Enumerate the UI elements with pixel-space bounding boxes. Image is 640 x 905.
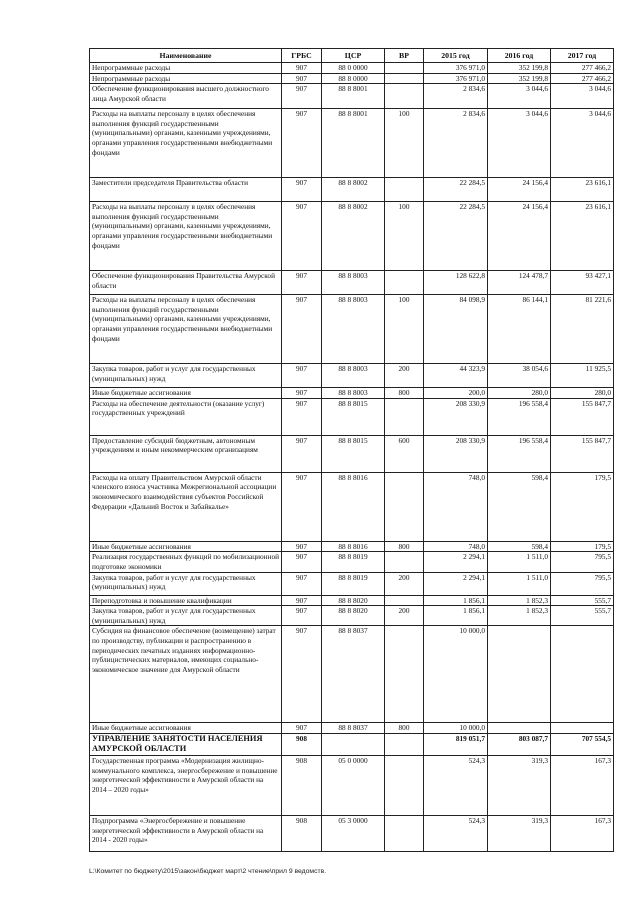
- row-value-2017: 93 427,1: [551, 271, 614, 295]
- row-vr: [385, 755, 424, 815]
- row-value-2016: 124 478,7: [488, 271, 551, 295]
- table-row: [90, 755, 614, 815]
- row-vr: 800: [385, 541, 424, 552]
- row-vr: 600: [385, 435, 424, 472]
- row-name: Обеспечение функционирования высшего должностного лица Амурской области: [90, 84, 282, 109]
- table-row: [90, 73, 614, 84]
- row-grbs: 907: [282, 202, 322, 271]
- row-value-2015: 1 856,1: [424, 606, 488, 626]
- table-row: [90, 541, 614, 552]
- row-value-2017: 155 847,7: [551, 435, 614, 472]
- row-name: Непрограммные расходы: [90, 63, 282, 74]
- row-value-2015: 22 284,5: [424, 202, 488, 271]
- row-name: Переподготовка и повышение квалификации: [90, 595, 282, 606]
- row-vr: [385, 472, 424, 541]
- row-value-2017: 280,0: [551, 388, 614, 399]
- row-csr: 88 8 8002: [322, 178, 385, 202]
- row-value-2016: 352 199,8: [488, 63, 551, 74]
- header-2015: 2015 год: [424, 49, 488, 63]
- table-row: [90, 388, 614, 399]
- row-value-2016: 1 511,0: [488, 572, 551, 595]
- row-name: Государственная программа «Модернизация жилищно-коммунального комплекса, энергосбережение и повышение энергетической эффективности в Амурской области на 2014 – 2020 годы»: [90, 755, 282, 815]
- row-csr: 88 8 8003: [322, 388, 385, 399]
- header-grbs: ГРБС: [282, 49, 322, 63]
- row-grbs: 908: [282, 733, 322, 755]
- row-name: Субсидия на финансовое обеспечение (возмещение) затрат по производству, публикации и распространению в периодических печатных изданиях информационно-публицистических материалов, имеющих социально-экономическое значение для Амурской области: [90, 626, 282, 723]
- table-body: [90, 63, 614, 852]
- row-value-2016: 24 156,4: [488, 202, 551, 271]
- row-csr: 88 8 8003: [322, 271, 385, 295]
- row-vr: 100: [385, 295, 424, 364]
- table-row: [90, 572, 614, 595]
- row-grbs: 907: [282, 84, 322, 109]
- row-csr: 88 8 8003: [322, 295, 385, 364]
- row-name: Расходы на выплаты персоналу в целях обеспечения выполнения функций государственными (муниципальными) органами, казенными учреждениями, органами управления государственными внебюджетными фондами: [90, 295, 282, 364]
- row-value-2017: 555,7: [551, 606, 614, 626]
- row-grbs: 907: [282, 109, 322, 178]
- row-grbs: 907: [282, 435, 322, 472]
- row-value-2017: 555,7: [551, 595, 614, 606]
- row-value-2015: 22 284,5: [424, 178, 488, 202]
- row-grbs: 907: [282, 472, 322, 541]
- row-value-2015: 1 856,1: [424, 595, 488, 606]
- row-value-2017: 795,5: [551, 552, 614, 572]
- table-row: [90, 626, 614, 723]
- row-grbs: 907: [282, 364, 322, 388]
- row-value-2016: [488, 723, 551, 734]
- table-row: [90, 435, 614, 472]
- row-value-2016: 598,4: [488, 472, 551, 541]
- row-name: Расходы на обеспечение деятельности (оказание услуг) государственных учреждений: [90, 398, 282, 435]
- row-value-2016: 803 087,7: [488, 733, 551, 755]
- table-header-row: [90, 49, 614, 63]
- row-value-2017: 179,5: [551, 541, 614, 552]
- header-vr: ВР: [385, 49, 424, 63]
- row-name: Предоставление субсидий бюджетным, автономным учреждениям и иным некоммерческим организациям: [90, 435, 282, 472]
- row-value-2016: 319,3: [488, 755, 551, 815]
- table-row: [90, 109, 614, 178]
- row-grbs: 907: [282, 398, 322, 435]
- row-value-2016: 1 852,3: [488, 606, 551, 626]
- row-value-2016: 280,0: [488, 388, 551, 399]
- row-value-2017: 23 616,1: [551, 178, 614, 202]
- row-csr: 88 8 8019: [322, 552, 385, 572]
- row-grbs: 907: [282, 271, 322, 295]
- row-csr: 05 3 0000: [322, 815, 385, 851]
- row-csr: 88 8 8016: [322, 472, 385, 541]
- row-value-2017: 3 044,6: [551, 109, 614, 178]
- table-row: [90, 733, 614, 755]
- row-name: Расходы на выплаты персоналу в целях обеспечения выполнения функций государственными (муниципальными) органами, казенными учреждениями, органами управления государственными внебюджетными фондами: [90, 109, 282, 178]
- row-name: Подпрограмма «Энергосбережение и повышение энергетической эффективности в Амурской области на 2014 - 2020 годы»: [90, 815, 282, 851]
- header-2016: 2016 год: [488, 49, 551, 63]
- row-value-2015: 200,0: [424, 388, 488, 399]
- row-vr: [385, 271, 424, 295]
- header-2017: 2017 год: [551, 49, 614, 63]
- budget-table: [89, 48, 614, 852]
- table-row: [90, 202, 614, 271]
- row-value-2015: 748,0: [424, 541, 488, 552]
- row-vr: 100: [385, 202, 424, 271]
- header-csr: ЦСР: [322, 49, 385, 63]
- row-name: Непрограммные расходы: [90, 73, 282, 84]
- row-value-2015: 208 330,9: [424, 398, 488, 435]
- row-name: Иные бюджетные ассигнования: [90, 541, 282, 552]
- row-value-2016: 38 054,6: [488, 364, 551, 388]
- row-value-2017: 167,3: [551, 815, 614, 851]
- row-csr: 88 8 8015: [322, 435, 385, 472]
- row-value-2015: 2 834,6: [424, 109, 488, 178]
- table-row: [90, 178, 614, 202]
- row-csr: 88 8 8037: [322, 626, 385, 723]
- row-vr: [385, 84, 424, 109]
- row-csr: 88 8 8037: [322, 723, 385, 734]
- row-value-2015: 2 294,1: [424, 552, 488, 572]
- table-row: [90, 606, 614, 626]
- row-vr: 200: [385, 606, 424, 626]
- row-value-2016: 3 044,6: [488, 109, 551, 178]
- row-vr: [385, 552, 424, 572]
- table-row: [90, 552, 614, 572]
- row-vr: 100: [385, 109, 424, 178]
- row-value-2017: 23 616,1: [551, 202, 614, 271]
- row-csr: 88 8 8001: [322, 109, 385, 178]
- row-csr: 88 8 0000: [322, 73, 385, 84]
- row-value-2016: 352 199,8: [488, 73, 551, 84]
- row-csr: 88 8 8016: [322, 541, 385, 552]
- row-value-2017: [551, 626, 614, 723]
- row-value-2015: 376 971,0: [424, 63, 488, 74]
- table-row: [90, 595, 614, 606]
- header-name: Наименование: [90, 49, 282, 63]
- row-name: Закупка товаров, работ и услуг для государственных (муниципальных) нужд: [90, 606, 282, 626]
- row-name: Обеспечение функционирования Правительства Амурской области: [90, 271, 282, 295]
- row-value-2015: 819 051,7: [424, 733, 488, 755]
- row-name: УПРАВЛЕНИЕ ЗАНЯТОСТИ НАСЕЛЕНИЯ АМУРСКОЙ ОБЛАСТИ: [90, 733, 282, 755]
- row-value-2016: 3 044,6: [488, 84, 551, 109]
- row-value-2015: 44 323,9: [424, 364, 488, 388]
- row-grbs: 907: [282, 552, 322, 572]
- row-csr: 88 8 8020: [322, 595, 385, 606]
- row-value-2016: 1 511,0: [488, 552, 551, 572]
- row-vr: [385, 733, 424, 755]
- row-csr: 88 8 8019: [322, 572, 385, 595]
- row-grbs: 908: [282, 755, 322, 815]
- row-grbs: 907: [282, 178, 322, 202]
- row-value-2016: 86 144,1: [488, 295, 551, 364]
- table-row: [90, 271, 614, 295]
- row-vr: [385, 595, 424, 606]
- row-name: Иные бюджетные ассигнования: [90, 388, 282, 399]
- table-row: [90, 472, 614, 541]
- row-value-2015: 524,3: [424, 755, 488, 815]
- row-grbs: 907: [282, 541, 322, 552]
- row-value-2017: 3 044,6: [551, 84, 614, 109]
- row-name: Закупка товаров, работ и услуг для государственных (муниципальных) нужд: [90, 572, 282, 595]
- row-vr: [385, 178, 424, 202]
- row-value-2016: 319,3: [488, 815, 551, 851]
- row-vr: [385, 63, 424, 74]
- row-value-2015: 10 000,0: [424, 626, 488, 723]
- row-vr: 800: [385, 388, 424, 399]
- row-vr: [385, 73, 424, 84]
- row-csr: 88 8 8003: [322, 364, 385, 388]
- row-value-2015: 376 971,0: [424, 73, 488, 84]
- file-path-footer: L:\Комитет по бюджету\2015\закон\бюджет март\2 чтение\прил 9 ведомств.: [89, 868, 327, 875]
- row-vr: 200: [385, 364, 424, 388]
- row-value-2017: 155 847,7: [551, 398, 614, 435]
- row-value-2015: 208 330,9: [424, 435, 488, 472]
- row-csr: 88 8 8015: [322, 398, 385, 435]
- row-csr: 88 8 8020: [322, 606, 385, 626]
- row-grbs: 907: [282, 63, 322, 74]
- row-grbs: 907: [282, 73, 322, 84]
- row-csr: 88 8 8001: [322, 84, 385, 109]
- table-row: [90, 364, 614, 388]
- row-value-2016: 24 156,4: [488, 178, 551, 202]
- row-vr: 200: [385, 572, 424, 595]
- row-grbs: 907: [282, 723, 322, 734]
- row-grbs: 908: [282, 815, 322, 851]
- row-vr: [385, 398, 424, 435]
- row-value-2017: 707 554,5: [551, 733, 614, 755]
- row-value-2016: 1 852,3: [488, 595, 551, 606]
- row-csr: [322, 733, 385, 755]
- row-csr: 88 0 0000: [322, 63, 385, 74]
- row-value-2017: 795,5: [551, 572, 614, 595]
- row-value-2016: [488, 626, 551, 723]
- row-name: Реализация государственных функций по мобилизационной подготовке экономики: [90, 552, 282, 572]
- row-name: Заместители председателя Правительства области: [90, 178, 282, 202]
- table-row: [90, 723, 614, 734]
- row-value-2017: 277 466,2: [551, 63, 614, 74]
- row-vr: [385, 626, 424, 723]
- row-value-2017: 11 925,5: [551, 364, 614, 388]
- row-name: Закупка товаров, работ и услуг для государственных (муниципальных) нужд: [90, 364, 282, 388]
- row-value-2015: 2 834,6: [424, 84, 488, 109]
- table-row: [90, 63, 614, 74]
- row-grbs: 907: [282, 606, 322, 626]
- row-value-2017: 81 221,6: [551, 295, 614, 364]
- row-value-2017: [551, 723, 614, 734]
- row-value-2016: 196 558,4: [488, 398, 551, 435]
- row-name: Расходы на выплаты персоналу в целях обеспечения выполнения функций государственными (муниципальными) органами, казенными учреждениями, органами управления государственными внебюджетными фондами: [90, 202, 282, 271]
- row-csr: 88 8 8002: [322, 202, 385, 271]
- table-row: [90, 84, 614, 109]
- row-value-2016: 598,4: [488, 541, 551, 552]
- row-value-2015: 10 000,0: [424, 723, 488, 734]
- row-vr: [385, 815, 424, 851]
- row-value-2017: 277 466,2: [551, 73, 614, 84]
- row-name: Расходы на оплату Правительством Амурской области членского взноса участника Межрегиональной ассоциации экономического взаимодействия субъектов Российской Федерации «Дальний Восток и Забайкалье»: [90, 472, 282, 541]
- row-value-2017: 179,5: [551, 472, 614, 541]
- row-vr: 800: [385, 723, 424, 734]
- table-row: [90, 295, 614, 364]
- row-grbs: 907: [282, 595, 322, 606]
- row-grbs: 907: [282, 388, 322, 399]
- row-value-2015: 748,0: [424, 472, 488, 541]
- row-value-2015: 2 294,1: [424, 572, 488, 595]
- row-name: Иные бюджетные ассигнования: [90, 723, 282, 734]
- table-row: [90, 815, 614, 851]
- row-grbs: 907: [282, 295, 322, 364]
- row-grbs: 907: [282, 572, 322, 595]
- row-value-2017: 167,3: [551, 755, 614, 815]
- row-value-2015: 524,3: [424, 815, 488, 851]
- row-grbs: 907: [282, 626, 322, 723]
- row-value-2016: 196 558,4: [488, 435, 551, 472]
- table-row: [90, 398, 614, 435]
- row-value-2015: 128 622,8: [424, 271, 488, 295]
- row-value-2015: 84 098,9: [424, 295, 488, 364]
- row-csr: 05 0 0000: [322, 755, 385, 815]
